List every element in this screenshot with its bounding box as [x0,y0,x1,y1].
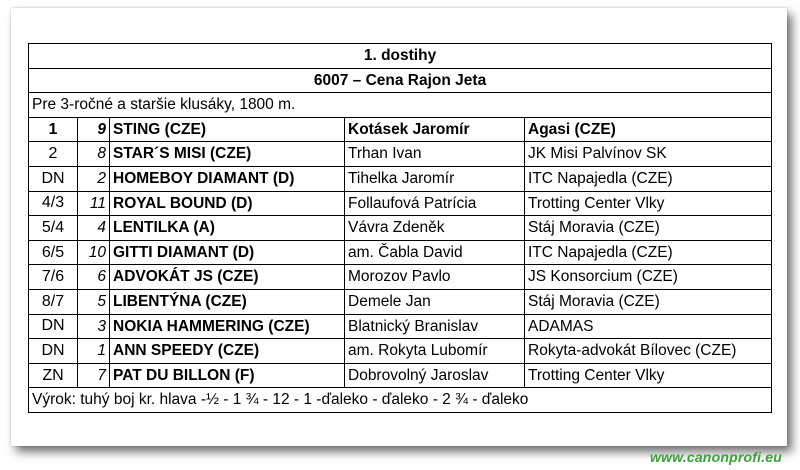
driver-name: am. Rokyta Lubomír [345,339,525,364]
horse-name: LENTILKA (A) [110,216,345,241]
result-row [29,314,772,339]
result-row [29,339,772,364]
position: DN [29,339,78,364]
result-row [29,142,772,167]
horse-name: ROYAL BOUND (D) [110,191,345,216]
owner-name: Trotting Center Vlky [525,363,772,388]
result-row [29,191,772,216]
result-row [29,289,772,314]
result-row [29,216,772,241]
start-number: 9 [78,117,110,142]
race-results-table [28,43,772,413]
position: 2 [29,142,78,167]
horse-name: NOKIA HAMMERING (CZE) [110,314,345,339]
horse-name: GITTI DIAMANT (D) [110,240,345,265]
start-number: 3 [78,314,110,339]
race-verdict: Výrok: tuhý boj kr. hlava -½ - 1 ¾ - 12 - 1 -ďaleko - ďaleko - 2 ¾ - ďaleko [29,388,772,413]
race-name-row [29,68,772,93]
position: 6/5 [29,240,78,265]
driver-name: Follaufová Patrícia [345,191,525,216]
owner-name: Rokyta-advokát Bílovec (CZE) [525,339,772,364]
owner-name: Agasi (CZE) [525,117,772,142]
start-number: 10 [78,240,110,265]
horse-name: PAT DU BILLON (F) [110,363,345,388]
owner-name: Trotting Center Vlky [525,191,772,216]
race-conditions: Pre 3-ročné a staršie klusáky, 1800 m. [29,93,772,118]
horse-name: STING (CZE) [110,117,345,142]
owner-name: ITC Napajedla (CZE) [525,166,772,191]
driver-name: Morozov Pavlo [345,265,525,290]
result-row [29,265,772,290]
result-row [29,117,772,142]
horse-name: ADVOKÁT JS (CZE) [110,265,345,290]
driver-name: Demele Jan [345,289,525,314]
horse-name: ANN SPEEDY (CZE) [110,339,345,364]
driver-name: Tihelka Jaromír [345,166,525,191]
owner-name: JS Konsorcium (CZE) [525,265,772,290]
horse-name: LIBENTÝNA (CZE) [110,289,345,314]
driver-name: Trhan Ivan [345,142,525,167]
race-name: 6007 – Cena Rajon Jeta [29,68,772,93]
driver-name: Blatnický Branislav [345,314,525,339]
position: 7/6 [29,265,78,290]
start-number: 8 [78,142,110,167]
start-number: 1 [78,339,110,364]
result-row [29,166,772,191]
start-number: 6 [78,265,110,290]
race-conditions-row [29,93,772,118]
position: 5/4 [29,216,78,241]
position: ZN [29,363,78,388]
owner-name: Stáj Moravia (CZE) [525,289,772,314]
verdict-row [29,388,772,413]
result-row [29,240,772,265]
position: 1 [29,117,78,142]
start-number: 7 [78,363,110,388]
owner-name: ADAMAS [525,314,772,339]
driver-name: am. Čabla David [345,240,525,265]
position: DN [29,166,78,191]
result-row [29,363,772,388]
owner-name: JK Misi Palvínov SK [525,142,772,167]
race-title: 1. dostihy [29,44,772,69]
start-number: 11 [78,191,110,216]
driver-name: Dobrovolný Jaroslav [345,363,525,388]
driver-name: Kotásek Jaromír [345,117,525,142]
position: 8/7 [29,289,78,314]
start-number: 2 [78,166,110,191]
position: DN [29,314,78,339]
race-title-row [29,44,772,69]
owner-name: ITC Napajedla (CZE) [525,240,772,265]
position: 4/3 [29,191,78,216]
start-number: 4 [78,216,110,241]
horse-name: STAR´S MISI (CZE) [110,142,345,167]
watermark: www.canonprofi.eu [650,449,782,465]
driver-name: Vávra Zdeněk [345,216,525,241]
start-number: 5 [78,289,110,314]
horse-name: HOMEBOY DIAMANT (D) [110,166,345,191]
owner-name: Stáj Moravia (CZE) [525,216,772,241]
